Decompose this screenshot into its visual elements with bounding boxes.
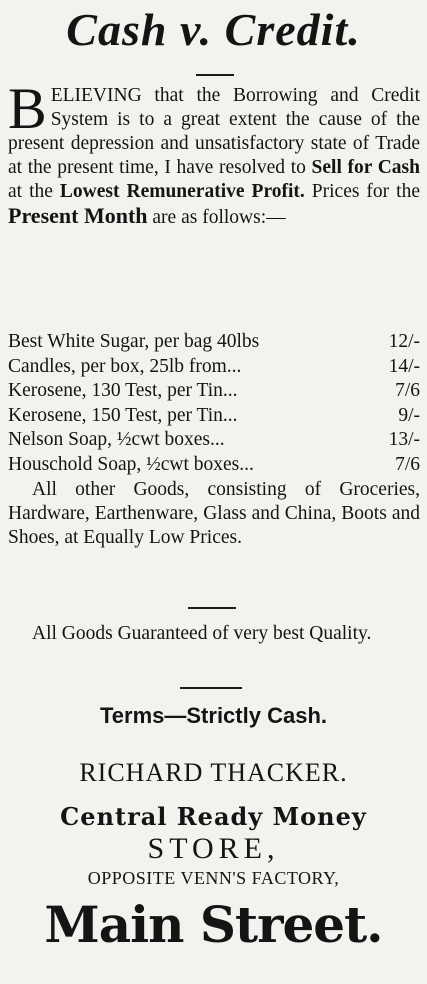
price-value: 13/- — [388, 429, 420, 450]
price-item: Nelson Soap, ½cwt boxes... — [8, 429, 225, 450]
price-row — [8, 428, 420, 453]
price-item: Candles, per box, 25lb from... — [8, 355, 242, 377]
price-row — [8, 355, 420, 380]
terms-line: Terms—Strictly Cash. — [99, 703, 327, 728]
price-value: 7/6 — [395, 453, 420, 475]
intro-paragraph — [8, 76, 420, 230]
store-name-line-1: Central Ready Money — [60, 802, 367, 831]
price-row — [8, 330, 420, 355]
lowest-profit: Lowest Remunerative Profit. — [59, 181, 305, 202]
price-row — [8, 379, 420, 404]
store-name-line-2: STORE, — [147, 832, 280, 865]
price-value: 7/6 — [395, 380, 420, 401]
sell-for-cash: Sell for Cash — [311, 157, 420, 178]
price-value: 14/- — [388, 355, 420, 377]
price-item: Kerosene, 150 Test, per Tin... — [8, 404, 238, 426]
price-value: 12/- — [388, 331, 420, 352]
divider-rule-2 — [180, 687, 242, 689]
intro-text-2: at the — [8, 181, 53, 202]
other-goods-paragraph: All other Goods, consisting of Groceries, Hardware, Earthenware, Glass and China, Boots and Shoes, at Equally Low Prices. — [8, 479, 420, 548]
price-item: Houschold Soap, ½cwt boxes... — [8, 453, 254, 475]
present-month: Present Month — [8, 203, 148, 228]
price-item: Best White Sugar, per bag 40lbs — [8, 331, 260, 352]
price-row — [8, 453, 420, 478]
price-list — [8, 330, 420, 477]
proprietor-name: RICHARD THACKER. — [79, 758, 348, 787]
ad-title: Cash v. Credit. — [66, 4, 361, 55]
divider-rule — [188, 607, 236, 609]
price-row — [8, 404, 420, 429]
price-value: 9/- — [398, 404, 420, 426]
drop-cap: B — [8, 76, 47, 141]
guarantee-paragraph: All Goods Guaranteed of very best Quality. — [32, 623, 372, 644]
address-line-2: Main Street. — [44, 895, 383, 954]
address-line-1: OPPOSITE VENN'S FACTORY, — [87, 868, 340, 888]
title-rule — [196, 74, 234, 76]
intro-text-1: ELIEVING that the Borrowing and Credit System is to a great extent the cause of the present depression and unsatisfactory state of Trade at the present time, I have resolved to — [8, 85, 420, 178]
intro-text-3: Prices for the — [311, 181, 420, 202]
price-item: Kerosene, 130 Test, per Tin... — [8, 380, 238, 401]
intro-text-4: are as follows:— — [152, 207, 286, 228]
